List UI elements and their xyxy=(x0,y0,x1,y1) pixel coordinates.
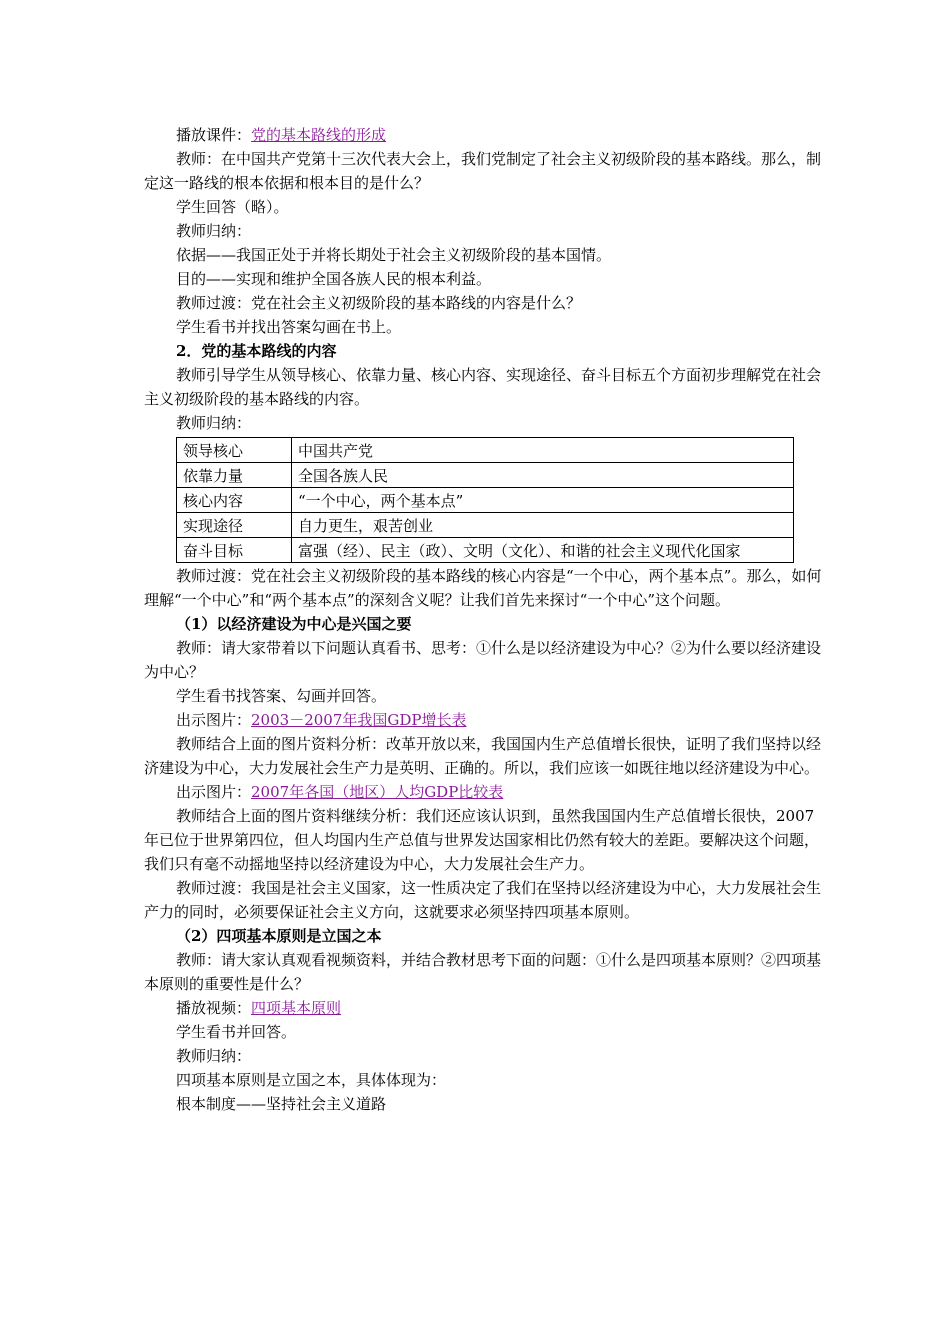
paragraph: 目的——实现和维护全国各族人民的根本利益。 xyxy=(176,270,492,288)
table-row xyxy=(177,538,794,563)
paragraph: 教师过渡：党在社会主义初级阶段的基本路线的内容是什么？ xyxy=(176,294,582,312)
paragraph: 教师引导学生从领导核心、依靠力量、核心内容、实现途径、奋斗目标五个方面初步理解党在社会主义初级阶段的基本路线的内容。 xyxy=(144,366,822,408)
paragraph: 教师归纳： xyxy=(176,222,252,240)
table-value-cell: 全国各族人民 xyxy=(292,463,794,488)
paragraph: 四项基本原则是立国之本，具体体现为： xyxy=(176,1071,447,1089)
table-key-cell: 依靠力量 xyxy=(177,463,292,488)
table-value-cell: 自力更生，艰苦创业 xyxy=(292,513,794,538)
paragraph: 学生回答（略）。 xyxy=(176,198,289,216)
link-prefix: 播放视频： xyxy=(176,999,252,1017)
paragraph: 依据——我国正处于并将长期处于社会主义初级阶段的基本国情。 xyxy=(176,246,612,264)
paragraph: 教师：请大家带着以下问题认真看书、思考：①什么是以经济建设为中心？②为什么要以经济建设为中心？ xyxy=(144,639,822,681)
section-heading: 2．党的基本路线的内容 xyxy=(176,342,337,360)
table-value-cell: 富强（经）、民主（政）、文明（文化）、和谐的社会主义现代化国家 xyxy=(292,538,794,563)
document-body xyxy=(144,123,824,1116)
link-prefix: 出示图片： xyxy=(176,711,252,729)
paragraph: 教师归纳： xyxy=(176,414,252,432)
link-paragraph xyxy=(144,780,824,804)
table-value-cell: 中国共产党 xyxy=(292,438,794,463)
paragraph: 学生看书并找出答案勾画在书上。 xyxy=(176,318,402,336)
resource-link[interactable]: 2003－2007年我国GDP增长表 xyxy=(251,711,467,729)
link-paragraph xyxy=(144,996,824,1020)
table-row xyxy=(177,513,794,538)
paragraph: 教师：在中国共产党第十三次代表大会上，我们党制定了社会主义初级阶段的基本路线。那么，制定这一路线的根本依据和根本目的是什么？ xyxy=(144,150,822,192)
table-key-cell: 领导核心 xyxy=(177,438,292,463)
table-row xyxy=(177,438,794,463)
table-key-cell: 奋斗目标 xyxy=(177,538,292,563)
section-heading: （2）四项基本原则是立国之本 xyxy=(176,927,382,945)
link-paragraph xyxy=(144,708,824,732)
table-value-cell: “一个中心，两个基本点” xyxy=(292,488,794,513)
paragraph: 教师结合上面的图片资料分析：改革开放以来，我国国内生产总值增长很快，证明了我们坚持以经济建设为中心，大力发展社会生产力是英明、正确的。所以，我们应该一如既往地以经济建设为中心。 xyxy=(144,735,822,777)
link-prefix: 播放课件： xyxy=(176,126,252,144)
table-row xyxy=(177,463,794,488)
resource-link[interactable]: 党的基本路线的形成 xyxy=(251,126,387,144)
paragraph: 根本制度——坚持社会主义道路 xyxy=(176,1095,387,1113)
paragraph: 教师归纳： xyxy=(176,1047,252,1065)
paragraph: 学生看书找答案、勾画并回答。 xyxy=(176,687,387,705)
link-paragraph xyxy=(144,123,824,147)
paragraph: 教师过渡：我国是社会主义国家，这一性质决定了我们在坚持以经济建设为中心，大力发展社会生产力的同时，必须要保证社会主义方向，这就要求必须坚持四项基本原则。 xyxy=(144,879,822,921)
resource-link[interactable]: 四项基本原则 xyxy=(251,999,342,1017)
link-prefix: 出示图片： xyxy=(176,783,252,801)
section-heading: （1）以经济建设为中心是兴国之要 xyxy=(176,615,412,633)
table-key-cell: 实现途径 xyxy=(177,513,292,538)
paragraph: 学生看书并回答。 xyxy=(176,1023,297,1041)
table-key-cell: 核心内容 xyxy=(177,488,292,513)
paragraph: 教师：请大家认真观看视频资料，并结合教材思考下面的问题：①什么是四项基本原则？②四项基本原则的重要性是什么？ xyxy=(144,951,822,993)
table-row xyxy=(177,488,794,513)
resource-link[interactable]: 2007年各国（地区）人均GDP比较表 xyxy=(251,783,504,801)
paragraph: 教师结合上面的图片资料继续分析：我们还应该认识到，虽然我国国内生产总值增长很快，2007年已位于世界第四位，但人均国内生产总值与世界发达国家相比仍然有较大的差距。要解决这个问题，我们只有毫不动摇地坚持以经济建设为中心，大力发展社会生产力。 xyxy=(144,807,820,873)
paragraph: 教师过渡：党在社会主义初级阶段的基本路线的核心内容是“一个中心，两个基本点”。那么，如何理解“一个中心”和“两个基本点”的深刻含义呢？让我们首先来探讨“一个中心”这个问题。 xyxy=(144,567,822,609)
summary-table xyxy=(176,437,794,563)
